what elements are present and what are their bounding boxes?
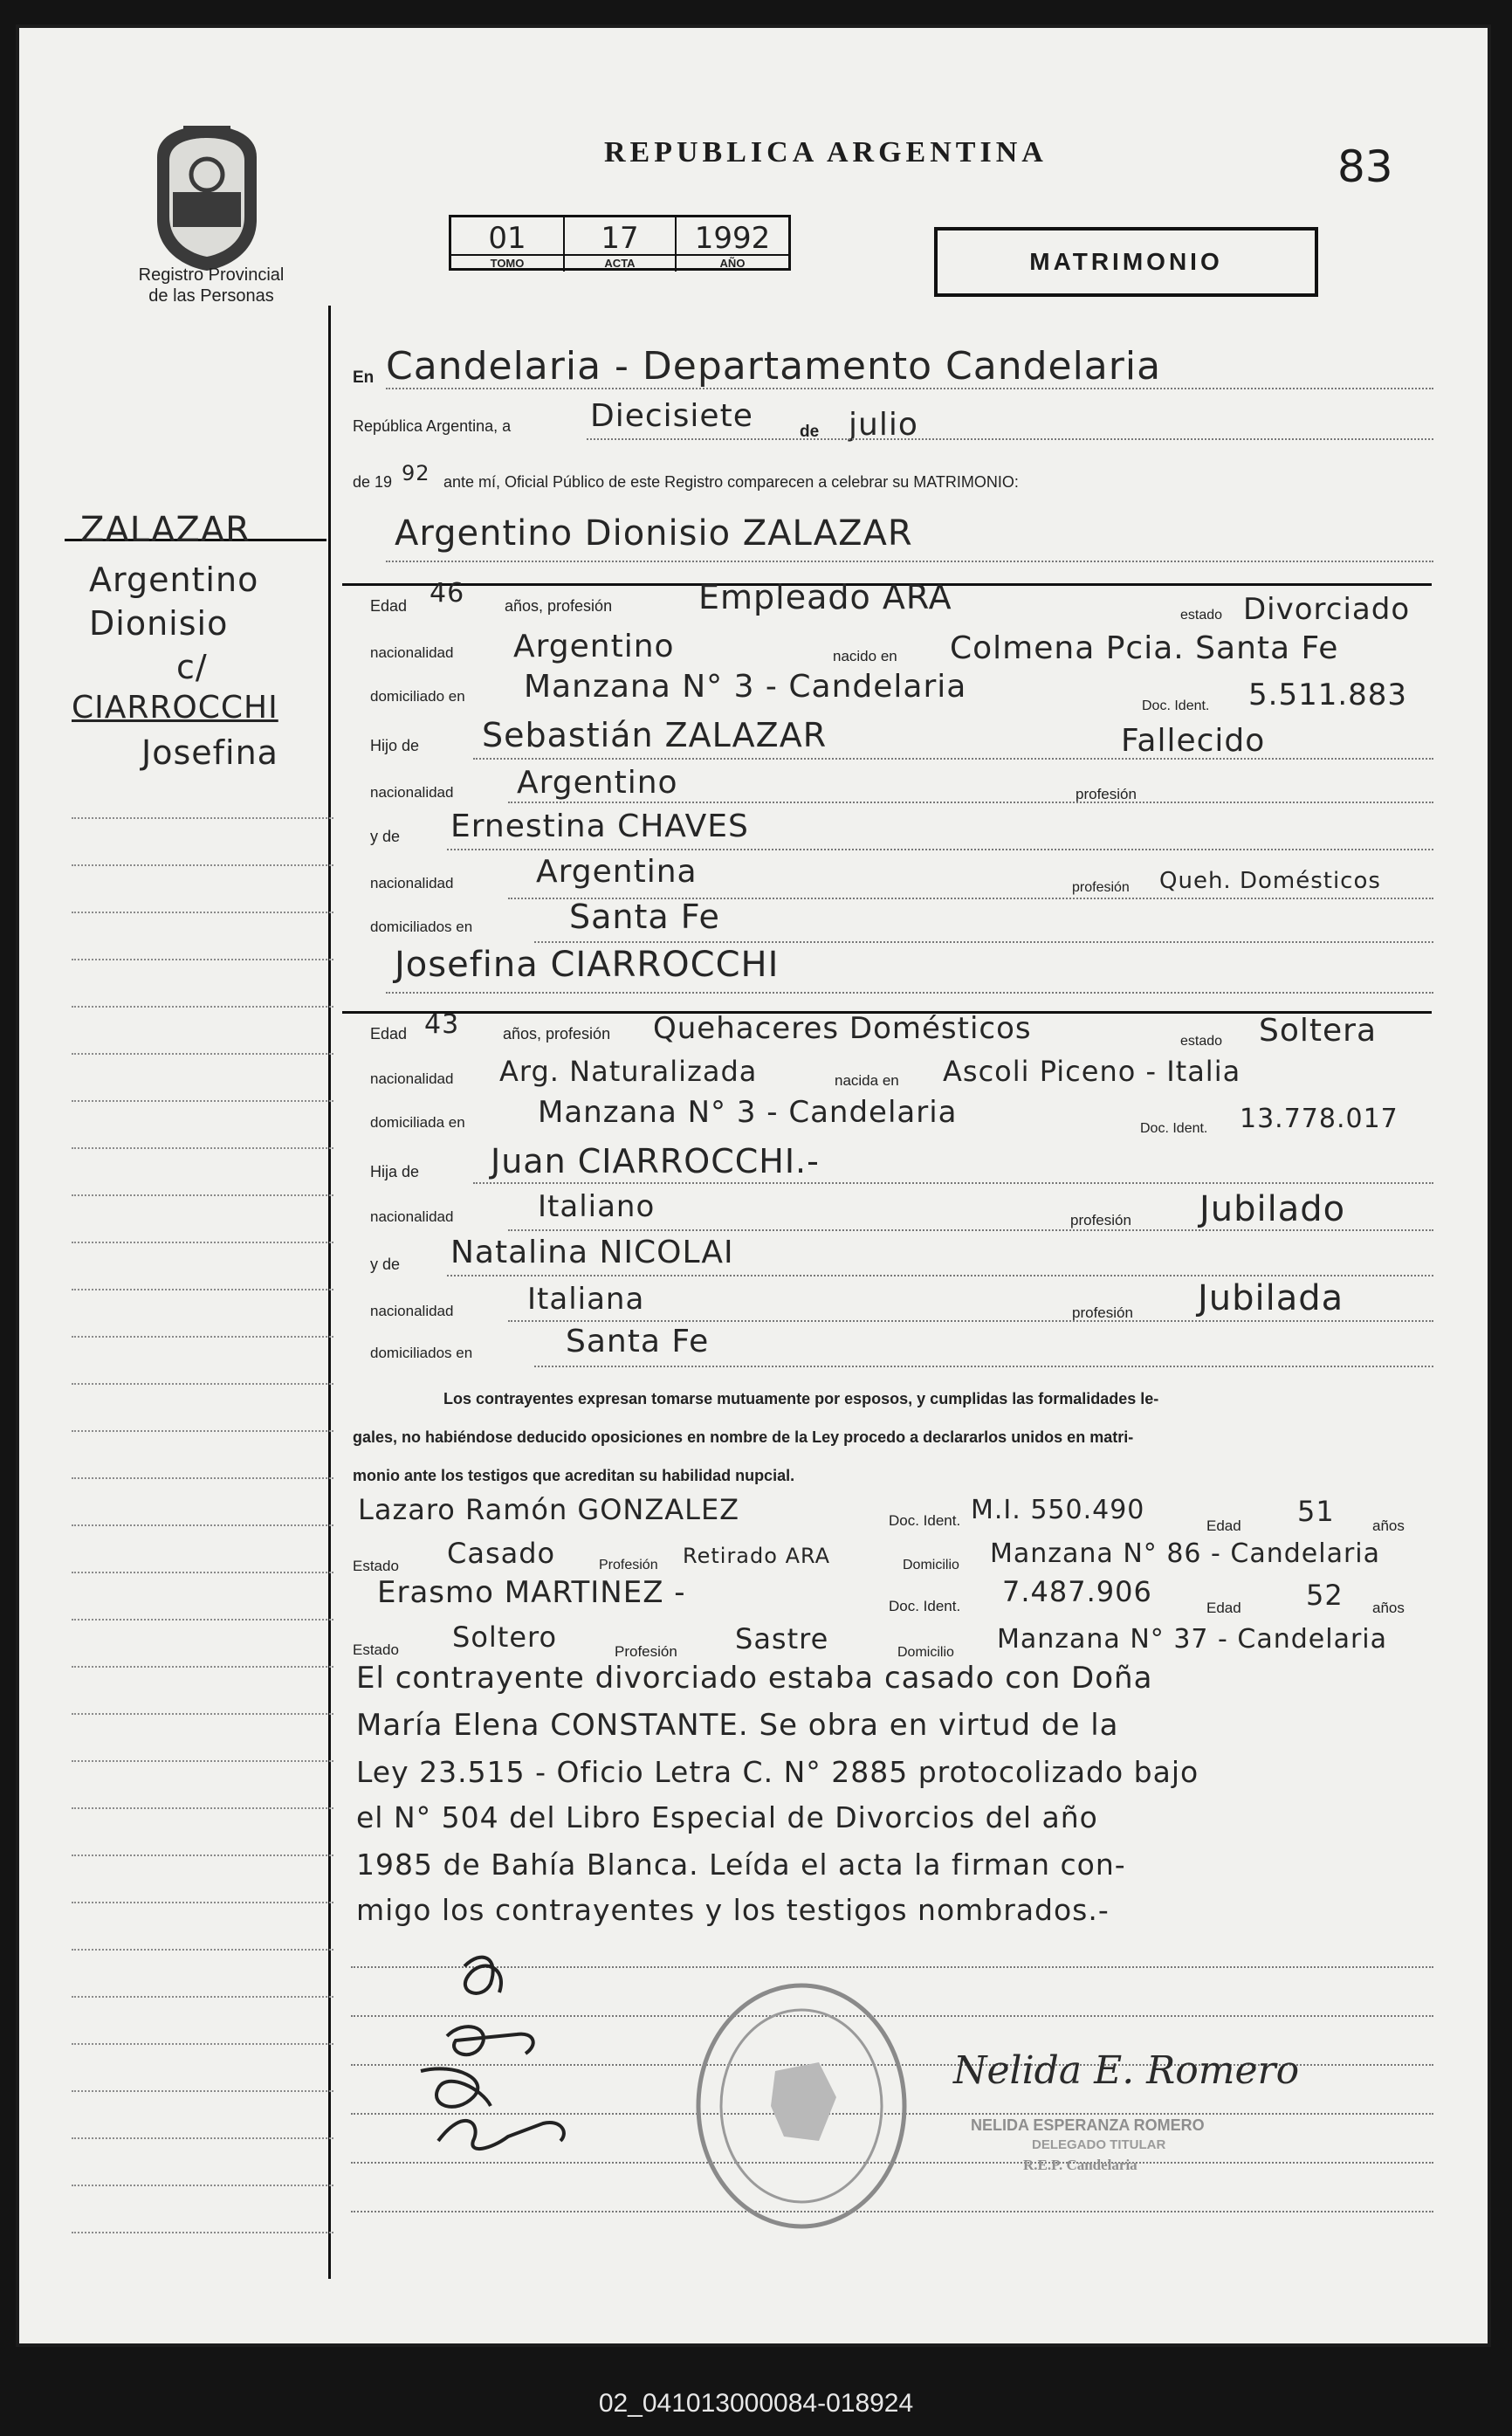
declaration-line-1: Los contrayentes expresan tomarse mutuamente por esposos, y cumplidas las formalidades le- bbox=[443, 1390, 1159, 1407]
bride-estado: Soltera bbox=[1259, 1013, 1378, 1049]
bride-doc: 13.778.017 bbox=[1240, 1104, 1399, 1134]
acta-value: 17 bbox=[601, 221, 639, 256]
acta-cell bbox=[565, 217, 677, 272]
record-number-box bbox=[449, 215, 791, 271]
groom-dom-label: domiciliado en bbox=[370, 688, 465, 705]
groom-padre-estado: Fallecido bbox=[1121, 723, 1266, 759]
note-line-3: Ley 23.515 - Oficio Letra C. N° 2885 protocolizado bajo bbox=[356, 1755, 1199, 1789]
ano-label: AÑO bbox=[677, 254, 788, 272]
scan-file-id: 02_041013000084-018924 bbox=[598, 2389, 914, 2418]
country-title: REPUBLICA ARGENTINA bbox=[604, 136, 1048, 169]
witness-1-doc: M.I. 550.490 bbox=[971, 1495, 1145, 1525]
note-line-1: El contrayente divorciado estaba casado con Doña bbox=[356, 1661, 1153, 1696]
groom-profesion: Empleado ARA bbox=[698, 578, 952, 616]
witness-1-estado-label: Estado bbox=[353, 1558, 399, 1574]
groom-name: Argentino Dionisio ZALAZAR bbox=[395, 513, 913, 554]
groom-nacionalidad: Argentino bbox=[513, 629, 675, 664]
official-stamp-name: NELIDA ESPERANZA ROMERO bbox=[971, 2116, 1205, 2134]
witness-2-edad: 52 bbox=[1306, 1579, 1344, 1612]
groom-edad-label: Edad bbox=[370, 597, 408, 615]
margin-surname-2: CIARROCCHI bbox=[72, 690, 278, 726]
bride-doc-label: Doc. Ident. bbox=[1140, 1121, 1208, 1136]
witness-1-domicilio: Manzana N° 86 - Candelaria bbox=[990, 1538, 1381, 1569]
bride-padre-nacionalidad: Italiano bbox=[538, 1189, 656, 1224]
witness-1-anos-label: años bbox=[1372, 1517, 1405, 1534]
month-value: julio bbox=[849, 407, 918, 443]
groom-estado: Divorciado bbox=[1243, 592, 1411, 627]
witness-1-prof-label: Profesión bbox=[599, 1558, 658, 1572]
groom-edad: 46 bbox=[430, 578, 465, 609]
official-stamp-title: DELEGADO TITULAR bbox=[1032, 2137, 1166, 2152]
groom-profesion-label: años, profesión bbox=[505, 597, 613, 615]
witness-1-profesion: Retirado ARA bbox=[683, 1544, 831, 1568]
groom-nac-label: nacionalidad bbox=[370, 644, 454, 661]
witness-2-edad-label: Edad bbox=[1206, 1600, 1241, 1616]
groom-madre-prof-label: profesión bbox=[1072, 880, 1130, 895]
bride-padre: Juan CIARROCCHI.- bbox=[491, 1142, 820, 1180]
margin-surname: ZALAZAR bbox=[80, 510, 251, 550]
bride-domicilio: Manzana N° 3 - Candelaria bbox=[538, 1095, 958, 1130]
groom-padre-nac-label: nacionalidad bbox=[370, 784, 454, 801]
groom-padre: Sebastián ZALAZAR bbox=[482, 716, 828, 754]
registry-title-line2: de las Personas bbox=[148, 286, 274, 306]
place-value: Candelaria - Departamento Candelaria bbox=[386, 344, 1162, 389]
official-stamp-office: R.E.P. Candelaria bbox=[1023, 2157, 1137, 2173]
year-prefix: de 19 bbox=[353, 473, 393, 491]
doc-type-box: MATRIMONIO bbox=[934, 227, 1318, 297]
witness-1-edad-label: Edad bbox=[1206, 1517, 1241, 1534]
bride-dom-padres: Santa Fe bbox=[566, 1324, 710, 1359]
groom-madre-nac-label: nacionalidad bbox=[370, 875, 454, 891]
witness-2-prof-label: Profesión bbox=[615, 1643, 677, 1660]
margin-versus: c/ bbox=[176, 648, 208, 686]
groom-doc-label: Doc. Ident. bbox=[1142, 698, 1210, 713]
bride-edad-label: Edad bbox=[370, 1025, 408, 1043]
declaration-line-3: monio ante los testigos que acreditan su habilidad nupcial. bbox=[353, 1467, 795, 1484]
witness-2-anos-label: años bbox=[1372, 1600, 1405, 1616]
note-line-6: migo los contrayentes y los testigos nombrados.- bbox=[356, 1893, 1110, 1927]
witness-2-estado-label: Estado bbox=[353, 1641, 399, 1658]
witness-2-doc-label: Doc. Ident. bbox=[889, 1598, 961, 1614]
bride-nacida: Ascoli Piceno - Italia bbox=[943, 1055, 1241, 1088]
witness-2-doc: 7.487.906 bbox=[1002, 1575, 1152, 1608]
margin-middle-name: Dionisio bbox=[89, 604, 229, 643]
groom-padre-prof-label: profesión bbox=[1076, 786, 1137, 802]
provincial-seal-icon bbox=[150, 122, 264, 272]
note-line-2: María Elena CONSTANTE. Se obra en virtud de la bbox=[356, 1708, 1119, 1743]
margin-divider bbox=[328, 306, 331, 2279]
day-value: Diecisiete bbox=[590, 398, 753, 434]
margin-first-name: Argentino bbox=[89, 561, 259, 599]
bride-nac-label: nacionalidad bbox=[370, 1070, 454, 1087]
registry-title-line1: Registro Provincial bbox=[138, 265, 285, 285]
bride-dom-padres-label: domiciliados en bbox=[370, 1345, 473, 1361]
witness-1-doc-label: Doc. Ident. bbox=[889, 1512, 961, 1529]
groom-madre-nacionalidad: Argentina bbox=[536, 854, 698, 890]
groom-madre: Ernestina CHAVES bbox=[450, 809, 749, 844]
witness-1-edad: 51 bbox=[1297, 1495, 1335, 1528]
republica-label: República Argentina, a bbox=[353, 417, 512, 435]
groom-yde-label: y de bbox=[370, 828, 401, 845]
groom-nacido: Colmena Pcia. Santa Fe bbox=[950, 630, 1339, 666]
groom-domicilio: Manzana N° 3 - Candelaria bbox=[524, 669, 967, 705]
bride-hija-label: Hija de bbox=[370, 1163, 420, 1180]
bride-padre-nac-label: nacionalidad bbox=[370, 1208, 454, 1225]
bride-dom-label: domiciliada en bbox=[370, 1114, 465, 1131]
bride-madre-nacionalidad: Italiana bbox=[527, 1282, 645, 1317]
party-signatures-icon bbox=[386, 1931, 665, 2193]
bride-madre-prof-label: profesión bbox=[1072, 1304, 1133, 1321]
witness-2-profesion: Sastre bbox=[735, 1622, 829, 1655]
witness-2-domicilio: Manzana N° 37 - Candelaria bbox=[997, 1624, 1388, 1655]
witness-1-name: Lazaro Ramón GONZALEZ bbox=[358, 1493, 740, 1526]
ano-cell bbox=[677, 217, 788, 272]
declaration-line-2: gales, no habiéndose deducido oposiciones en nombre de la Ley procedo a declararlos unidos en matri- bbox=[353, 1428, 1134, 1446]
groom-madre-profesion: Queh. Domésticos bbox=[1159, 868, 1381, 894]
witness-2-dom-label: Domicilio bbox=[897, 1645, 954, 1660]
witness-1-dom-label: Domicilio bbox=[903, 1558, 959, 1572]
bride-padre-profesion: Jubilado bbox=[1199, 1189, 1346, 1229]
groom-dom-padres-label: domiciliados en bbox=[370, 919, 473, 935]
groom-padre-nacionalidad: Argentino bbox=[517, 765, 678, 801]
groom-estado-label: estado bbox=[1180, 608, 1223, 623]
margin-name-2: Josefina bbox=[141, 733, 278, 772]
note-line-4: el N° 504 del Libro Especial de Divorcios del año bbox=[356, 1800, 1098, 1834]
register-page bbox=[16, 24, 1491, 2347]
page-number: 83 bbox=[1337, 141, 1393, 192]
bride-edad: 43 bbox=[424, 1009, 460, 1040]
en-label: En bbox=[353, 368, 375, 387]
witness-1-estado: Casado bbox=[447, 1537, 556, 1570]
groom-hijo-label: Hijo de bbox=[370, 737, 420, 754]
tomo-value: 01 bbox=[488, 221, 526, 256]
bride-profesion: Quehaceres Domésticos bbox=[653, 1011, 1032, 1046]
bride-estado-label: estado bbox=[1180, 1034, 1223, 1049]
bride-name: Josefina CIARROCCHI bbox=[395, 945, 780, 985]
groom-nacido-label: nacido en bbox=[833, 648, 897, 664]
bride-profesion-label: años, profesión bbox=[503, 1025, 611, 1043]
tomo-cell bbox=[451, 217, 565, 272]
official-round-stamp-icon bbox=[688, 1975, 915, 2237]
note-line-5: 1985 de Bahía Blanca. Leída el acta la firman con- bbox=[356, 1848, 1126, 1882]
groom-dom-padres: Santa Fe bbox=[569, 898, 720, 936]
de-label: de bbox=[800, 423, 820, 441]
tomo-label: TOMO bbox=[451, 254, 563, 272]
bride-madre-nac-label: nacionalidad bbox=[370, 1303, 454, 1319]
witness-2-estado: Soltero bbox=[452, 1621, 558, 1654]
witness-2-name: Erasmo MARTINEZ - bbox=[377, 1575, 686, 1610]
ano-value: 1992 bbox=[694, 221, 771, 256]
bride-nacionalidad: Arg. Naturalizada bbox=[499, 1055, 758, 1088]
acta-label: ACTA bbox=[565, 254, 675, 272]
year-value: 92 bbox=[402, 461, 430, 485]
official-signature: Nelida E. Romero bbox=[953, 2048, 1300, 2093]
groom-doc: 5.511.883 bbox=[1248, 678, 1408, 712]
bride-madre: Natalina NICOLAI bbox=[450, 1235, 734, 1270]
bride-padre-prof-label: profesión bbox=[1070, 1212, 1131, 1228]
bride-madre-profesion: Jubilada bbox=[1198, 1278, 1344, 1318]
intro-sentence: ante mí, Oficial Público de este Registro comparecen a celebrar su MATRIMONIO: bbox=[443, 473, 1019, 491]
bride-nacida-label: nacida en bbox=[835, 1072, 899, 1089]
bride-yde-label: y de bbox=[370, 1256, 401, 1273]
